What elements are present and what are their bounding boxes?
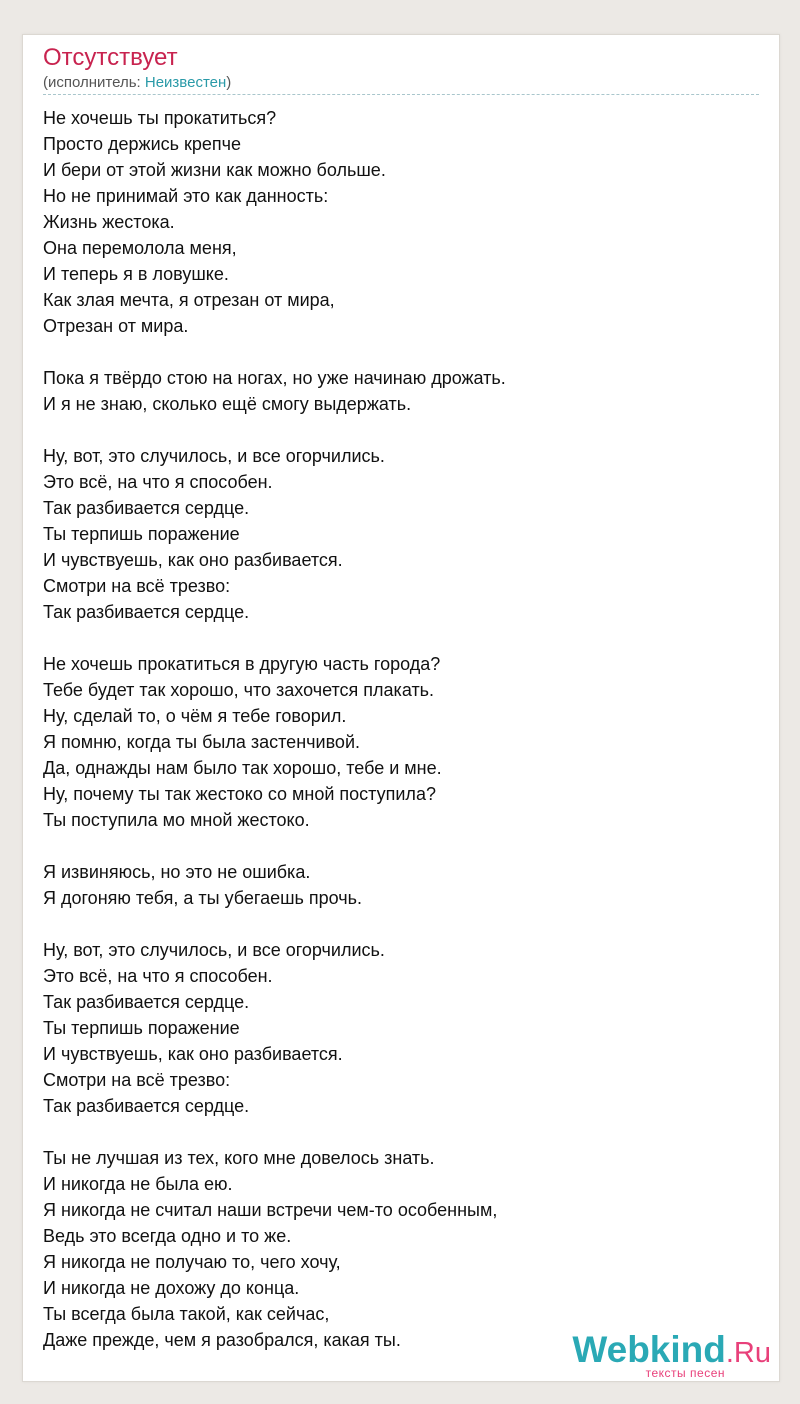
lyrics-line: Даже прежде, чем я разобрался, какая ты. — [43, 1330, 401, 1350]
lyrics-line: Так разбивается сердце. — [43, 1096, 250, 1116]
lyrics-line: Это всё, на что я способен. — [43, 472, 273, 492]
lyrics-line: Я помню, когда ты была застенчивой. — [43, 732, 360, 752]
lyrics-line: Так разбивается сердце. — [43, 498, 250, 518]
lyrics-stanza — [43, 1145, 506, 1353]
lyrics-line: И никогда не дохожу до конца. — [43, 1278, 300, 1298]
lyrics-line: Ты поступила мо мной жестоко. — [43, 810, 310, 830]
lyrics-line: Жизнь жестока. — [43, 212, 175, 232]
lyrics-stanza — [43, 443, 506, 625]
lyrics-stanza — [43, 859, 506, 911]
logo-tagline: тексты песен — [645, 1366, 725, 1380]
lyrics-line: Я никогда не считал наши встречи чем-то особенным, — [43, 1200, 498, 1220]
lyrics-stanza — [43, 937, 506, 1119]
lyrics-line: И чувствуешь, как оно разбивается. — [43, 550, 343, 570]
lyrics-card — [22, 34, 780, 1382]
lyrics-line: Не хочешь прокатиться в другую часть города? — [43, 654, 441, 674]
artist-link[interactable]: Неизвестен — [144, 74, 227, 91]
lyrics-stanza — [43, 651, 506, 833]
lyrics-line: Отрезан от мира. — [43, 316, 189, 336]
artist-line — [43, 73, 231, 93]
lyrics-line: Я извиняюсь, но это не ошибка. — [43, 862, 311, 882]
lyrics-text — [43, 105, 506, 1353]
lyrics-line: Не хочешь ты прокатиться? — [43, 108, 277, 128]
lyrics-line: Это всё, на что я способен. — [43, 966, 273, 986]
lyrics-line: Ну, почему ты так жестоко со мной поступила? — [43, 784, 436, 804]
lyrics-line: Ведь это всегда одно и то же. — [43, 1226, 292, 1246]
lyrics-line: Просто держись крепче — [43, 134, 242, 154]
lyrics-line: Ты всегда была такой, как сейчас, — [43, 1304, 330, 1324]
lyrics-line: И я не знаю, сколько ещё смогу выдержать. — [43, 394, 412, 414]
logo-name: Webkind — [572, 1329, 726, 1370]
lyrics-line: Смотри на всё трезво: — [43, 1070, 231, 1090]
lyrics-line: И бери от этой жизни как можно больше. — [43, 160, 386, 180]
lyrics-line: Я догоняю тебя, а ты убегаешь прочь. — [43, 888, 363, 908]
lyrics-line: Да, однажды нам было так хорошо, тебе и мне. — [43, 758, 442, 778]
lyrics-line: Пока я твёрдо стою на ногах, но уже начинаю дрожать. — [43, 368, 506, 388]
lyrics-line: Ты терпишь поражение — [43, 1018, 240, 1038]
song-title: Отсутствует — [43, 44, 178, 71]
title-divider — [43, 94, 759, 95]
lyrics-line: Ты не лучшая из тех, кого мне довелось знать. — [43, 1148, 435, 1168]
lyrics-line: И теперь я в ловушке. — [43, 264, 229, 284]
lyrics-line: Ну, вот, это случилось, и все огорчились. — [43, 940, 385, 960]
lyrics-line: Так разбивается сердце. — [43, 992, 250, 1012]
site-logo[interactable] — [572, 1330, 771, 1379]
lyrics-stanza — [43, 365, 506, 417]
artist-suffix: ) — [226, 74, 232, 91]
lyrics-stanza — [43, 105, 506, 339]
lyrics-line: И чувствуешь, как оно разбивается. — [43, 1044, 343, 1064]
lyrics-line: Ну, вот, это случилось, и все огорчились. — [43, 446, 385, 466]
lyrics-line: Тебе будет так хорошо, что захочется плакать. — [43, 680, 435, 700]
lyrics-line: Ну, сделай то, о чём я тебе говорил. — [43, 706, 347, 726]
lyrics-line: Как злая мечта, я отрезан от мира, — [43, 290, 335, 310]
lyrics-line: Ты терпишь поражение — [43, 524, 240, 544]
lyrics-line: Она перемолола меня, — [43, 238, 237, 258]
lyrics-line: Я никогда не получаю то, чего хочу, — [43, 1252, 341, 1272]
lyrics-line: Смотри на всё трезво: — [43, 576, 231, 596]
lyrics-line: Но не принимай это как данность: — [43, 186, 329, 206]
artist-prefix: (исполнитель: — [43, 74, 145, 91]
logo-tld: .Ru — [725, 1337, 771, 1369]
lyrics-line: И никогда не была ею. — [43, 1174, 233, 1194]
lyrics-line: Так разбивается сердце. — [43, 602, 250, 622]
